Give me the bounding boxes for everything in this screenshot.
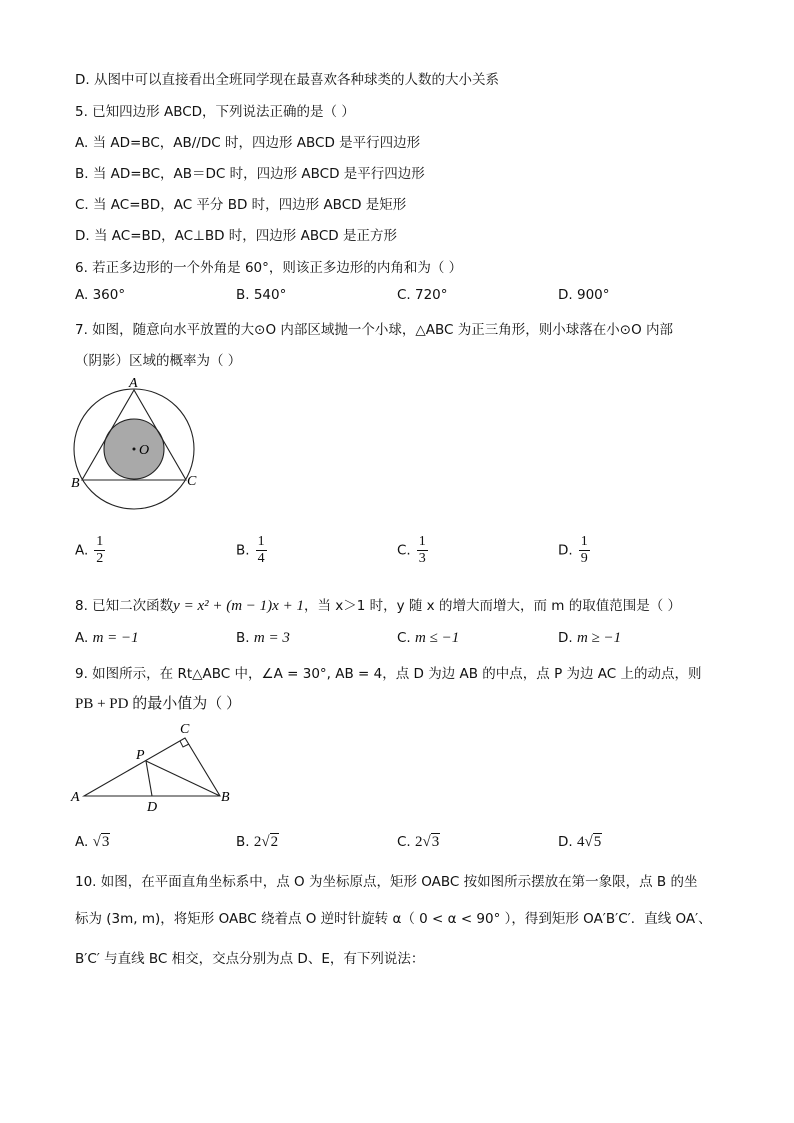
q9-triangle [84, 738, 220, 796]
q10-line2: 标为 (3m, m)，将矩形 OABC 绕着点 O 逆时针旋转 α（ 0 < α < 90° ），得到矩形 OA′B′C′．直线 OA′、 [75, 911, 712, 927]
q6-option-a: A. 360° [75, 287, 126, 303]
q9-option-c: C. 2√3 [397, 834, 440, 850]
q7-option-a: A. $\frac{1}{2}$ [75, 534, 104, 566]
q6-stem: 6. 若正多边形的一个外角是 60°，则该正多边形的内角和为（ ） [75, 260, 463, 276]
q10-line3: B′C′ 与直线 BC 相交，交点分别为点 D、E，有下列说法： [75, 951, 425, 967]
q7-stem-line2: （阴影）区域的概率为（ ） [75, 353, 242, 369]
q8-formula: y = x² + (m − 1)x + 1 [173, 598, 304, 614]
q5-option-a: A. 当 AD=BC，AB//DC 时，四边形 ABCD 是平行四边形 [75, 135, 421, 151]
prev-option-d: D. 从图中可以直接看出全班同学现在最喜欢各种球类的人数的大小关系 [75, 72, 499, 88]
q8-option-a: A. m = −1 [75, 630, 139, 646]
q7-figure [68, 374, 218, 514]
q7-label-b: B [71, 476, 80, 491]
q7-stem-line1: 7. 如图，随意向水平放置的大⊙O 内部区域抛一个小球，△ABC 为正三角形，则小球落在小⊙O 内部 [75, 322, 673, 338]
q5-option-d: D. 当 AC=BD，AC⊥BD 时，四边形 ABCD 是正方形 [75, 228, 397, 244]
q7-label-o: O [139, 443, 150, 458]
q10-line1: 10. 如图，在平面直角坐标系中，点 O 为坐标原点，矩形 OABC 按如图所示摆放在第一象限，点 B 的坐 [75, 874, 698, 890]
q9-label-c: C [180, 722, 190, 737]
q7-center-dot [133, 448, 136, 451]
q9-stem-line1: 9. 如图所示，在 Rt△ABC 中，∠A = 30°, AB = 4，点 D 为边 AB 的中点，点 P 为边 AC 上的动点，则 [75, 666, 702, 682]
q9-label-a: A [71, 790, 80, 805]
q6-option-b: B. 540° [236, 287, 287, 303]
q8-stem: 8. 已知二次函数y = x² + (m − 1)x + 1，当 x＞1 时，y 随 x 的增大而增大，而 m 的取值范围是（ ） [75, 598, 681, 614]
q9-label-b: B [221, 790, 230, 805]
q9-label-p: P [136, 748, 145, 763]
q9-label-d: D [147, 800, 158, 815]
q9-option-d: D. 4√5 [558, 834, 602, 850]
q9-stem-line2: PB + PD 的最小值为（ ） [75, 696, 241, 712]
q7-option-d: D. $\frac{1}{9}$ [558, 534, 588, 566]
q5-option-c: C. 当 AC=BD，AC 平分 BD 时，四边形 ABCD 是矩形 [75, 197, 407, 213]
q7-option-b: B. $\frac{1}{4}$ [236, 534, 265, 566]
q5-stem: 5. 已知四边形 ABCD，下列说法正确的是（ ） [75, 104, 355, 120]
q6-option-d: D. 900° [558, 287, 610, 303]
q6-option-c: C. 720° [397, 287, 448, 303]
q8-option-d: D. m ≥ −1 [558, 630, 622, 646]
q9-segment-pd [146, 761, 152, 796]
q7-label-a: A [129, 376, 138, 391]
q8-option-c: C. m ≤ −1 [397, 630, 460, 646]
q9-option-b: B. 2√2 [236, 834, 279, 850]
q9-figure [68, 716, 248, 816]
q7-option-c: C. $\frac{1}{3}$ [397, 534, 426, 566]
q9-option-a: A. √3 [75, 834, 110, 850]
q8-option-b: B. m = 3 [236, 630, 290, 646]
q5-option-b: B. 当 AD=BC，AB＝DC 时，四边形 ABCD 是平行四边形 [75, 166, 425, 182]
q7-label-c: C [187, 474, 197, 489]
